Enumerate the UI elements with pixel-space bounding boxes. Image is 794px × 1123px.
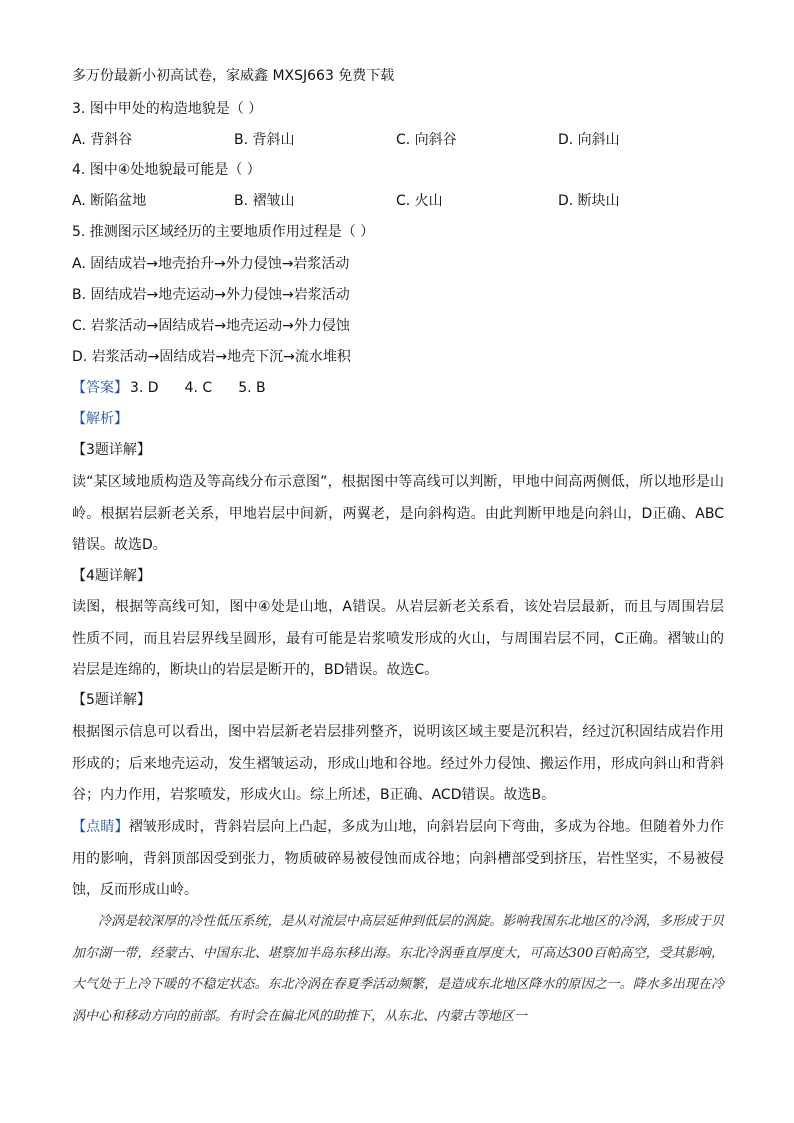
detail-5-label: 【5题详解】 xyxy=(72,692,151,708)
q5-option-d: D. 岩浆活动→固结成岩→地壳下沉→流水堆积 xyxy=(72,349,351,365)
q3-option-c: C. 向斜谷 xyxy=(396,132,457,148)
answer-line xyxy=(72,378,266,398)
q4-option-b: B. 褶皱山 xyxy=(234,193,295,209)
detail-3-text: 读“某区域地质构造及等高线分布示意图”，根据图中等高线可以判断，甲地中间高两侧低，所以地形是山岭。根据岩层新老关系，甲地岩层中间新，两翼老，是向斜构造。由此判断甲地是向斜山，D正确、ABC错误。故选D。 xyxy=(72,474,724,553)
q3-option-d: D. 向斜山 xyxy=(558,132,620,148)
q3-option-a: A. 背斜谷 xyxy=(72,132,133,148)
q5-option-b: B. 固结成岩→地壳运动→外力侵蚀→岩浆活动 xyxy=(72,287,350,303)
q4-option-d: D. 断块山 xyxy=(558,193,620,209)
tip-text: 褶皱形成时，背斜岩层向上凸起，多成为山地，向斜岩层向下弯曲，多成为谷地。但随着外力作用的影响，背斜顶部因受到张力，物质破碎易被侵蚀而成谷地；向斜槽部受到挤压，岩性坚实，不易被侵蚀，反而形成山岭。 xyxy=(72,819,725,898)
answer-4: 4. C xyxy=(184,380,213,396)
detail-4-text: 读图，根据等高线可知，图中④处是山地，A错误。从岩层新老关系看，该处岩层最新，而且与周围岩层性质不同，而且岩层界线呈圆形，最有可能是岩浆喷发形成的火山，与周围岩层不同，C正确。褶皱山的岩层是连绵的，断块山的岩层是断开的，BD错误。故选C。 xyxy=(72,599,724,678)
answer-label: 【答案】 xyxy=(72,380,128,396)
question-5-stem: 5. 推测图示区域经历的主要地质作用过程是（ ） xyxy=(72,224,375,240)
detail-4-label: 【4题详解】 xyxy=(72,568,151,584)
reading-passage: 冷涡是较深厚的冷性低压系统，是从对流层中高层延伸到低层的涡旋。影响我国东北地区的冷涡，多形成于贝加尔湖一带，经蒙古、中国东北、堪察加半岛东移出海。东北冷涡垂直厚度大，可高达300百帕高空，受其影响，大气处于上冷下暖的不稳定状态。东北冷涡在春夏季活动频繁，是造成东北地区降水的原因之一。降水多出现在冷涡中心和移动方向的前部。有时会在偏北风的助推下，从东北、内蒙古等地区一 xyxy=(72,914,724,1024)
detail-5-text: 根据图示信息可以看出，图中岩层新老岩层排列整齐，说明该区域主要是沉积岩，经过沉积固结成岩作用形成的；后来地壳运动，发生褶皱运动，形成山地和谷地。经过外力侵蚀、搬运作用，形成向斜山和背斜谷；内力作用，岩浆喷发，形成火山。综上所述，B正确、ACD错误。故选B。 xyxy=(72,724,724,803)
detail-3-label: 【3题详解】 xyxy=(72,442,151,458)
question-4-stem: 4. 图中④处地貌最可能是（ ） xyxy=(72,162,261,178)
analysis-label: 【解析】 xyxy=(72,411,128,427)
q4-option-c: C. 火山 xyxy=(396,193,443,209)
answer-5: 5. B xyxy=(238,380,266,396)
q5-option-c: C. 岩浆活动→固结成岩→地壳运动→外力侵蚀 xyxy=(72,318,350,334)
header-ad: 多万份最新小初高试卷，家威鑫 MXSJ663 免费下载 xyxy=(72,68,395,84)
answer-3: 3. D xyxy=(130,380,159,396)
q5-option-a: A. 固结成岩→地壳抬升→外力侵蚀→岩浆活动 xyxy=(72,256,350,272)
tip-block xyxy=(72,812,724,907)
question-3-stem: 3. 图中甲处的构造地貌是（ ） xyxy=(72,101,263,117)
q4-option-a: A. 断陷盆地 xyxy=(72,193,147,209)
q3-option-b: B. 背斜山 xyxy=(234,132,295,148)
tip-label: 【点睛】 xyxy=(72,819,129,835)
